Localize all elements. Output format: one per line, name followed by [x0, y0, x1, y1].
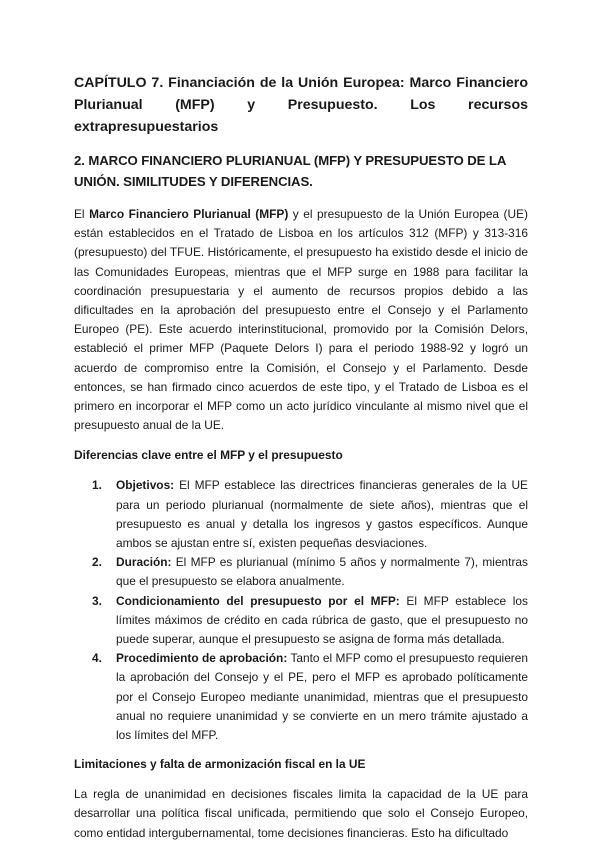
list-item-text: Tanto el MFP como el presupuesto requieren la aprobación del Consejo y el PE, pero el MFP es aprobado políticamente por el Consejo Europeo mediante unanimidad, mientras que el presupuesto anual no requiere unanimidad y se convierte en un mero trámite ajustado a los límites del MFP. — [116, 651, 528, 743]
list-item-number: 3. — [92, 593, 102, 608]
list-item-label: Duración: — [116, 555, 172, 570]
list-item — [92, 553, 528, 591]
list-item-text: El MFP es plurianual (mínimo 5 años y normalmente 7), mientras que el presupuesto se elabora anualmente. — [116, 555, 528, 589]
list-item — [92, 649, 528, 745]
list-item — [92, 476, 528, 553]
section-title: 2. MARCO FINANCIERO PLURIANUAL (MFP) Y PRESUPUESTO DE LA UNIÓN. SIMILITUDES Y DIFERENCIAS. — [74, 153, 506, 189]
list-item-text: El MFP establece las directrices financieras generales de la UE para un periodo plurianual (normalmente de siete años), mientras que el presupuesto es anual y detalla los ingresos y gastos específicos. Aunque ambos se ajustan entre sí, existen pequeñas desviaciones. — [116, 478, 528, 551]
list-item-label: Condicionamiento del presupuesto por el MFP: — [116, 593, 400, 608]
list-item-number: 1. — [92, 478, 102, 493]
list-item-number: 4. — [92, 651, 102, 666]
limitations-heading: Limitaciones y falta de armonización fiscal en la UE — [74, 757, 366, 772]
document-page — [74, 72, 528, 854]
list-item-number: 2. — [92, 555, 102, 570]
differences-list — [74, 476, 528, 745]
intro-paragraph — [74, 205, 528, 435]
intro-lead: El — [74, 207, 90, 221]
list-item-text: El MFP establece los límites máximos de crédito en cada rúbrica de gasto, que el presupuesto no puede superar, aunque el presupuesto se asigna de forma más detallada. — [116, 593, 528, 647]
intro-body: y el presupuesto de la Unión Europea (UE) están establecidos en el Tratado de Lisboa en los artículos 312 (MFP) y 313-316 (presupuesto) del TFUE. Históricamente, el presupuesto ha existido desde el inicio de las Comunidades Europeas, mientras que el MFP surge en 1988 para facilitar la coordinación presupuestaria y el aumento de recursos propios debido a las dificultades en la aprobación del presupuesto entre el Consejo y el Parlamento Europeo (PE). Este acuerdo interinstitucional, promovido por la Comisión Delors, estableció el primer MFP (Paquete Delors I) para el periodo 1988-92 y logró un acuerdo de compromiso entre la Comisión, el Consejo y el Parlamento. Desde entonces, se han firmado cinco acuerdos de este tipo, y el Tratado de Lisboa es el primero en incorporar el MFP como un acto jurídico vinculante al mismo nivel que el presupuesto anual de la UE. — [74, 207, 528, 433]
differences-heading: Diferencias clave entre el MFP y el presupuesto — [74, 448, 343, 463]
list-item — [92, 592, 528, 650]
list-item-label: Procedimiento de aprobación: — [116, 651, 288, 666]
intro-term: Marco Financiero Plurianual (MFP) — [89, 207, 289, 221]
chapter-title: CAPÍTULO 7. Financiación de la Unión Europea: Marco Financiero Plurianual (MFP) y Presupuesto. Los recursos extrapresupuestarios — [74, 75, 528, 135]
list-item-label: Objetivos: — [116, 478, 175, 493]
limitations-paragraph: La regla de unanimidad en decisiones fiscales limita la capacidad de la UE para desarrollar una política fiscal unificada, permitiendo que solo el Consejo Europeo, como entidad intergubernamental, tome decisiones financieras. Esto ha dificultado — [74, 787, 528, 840]
